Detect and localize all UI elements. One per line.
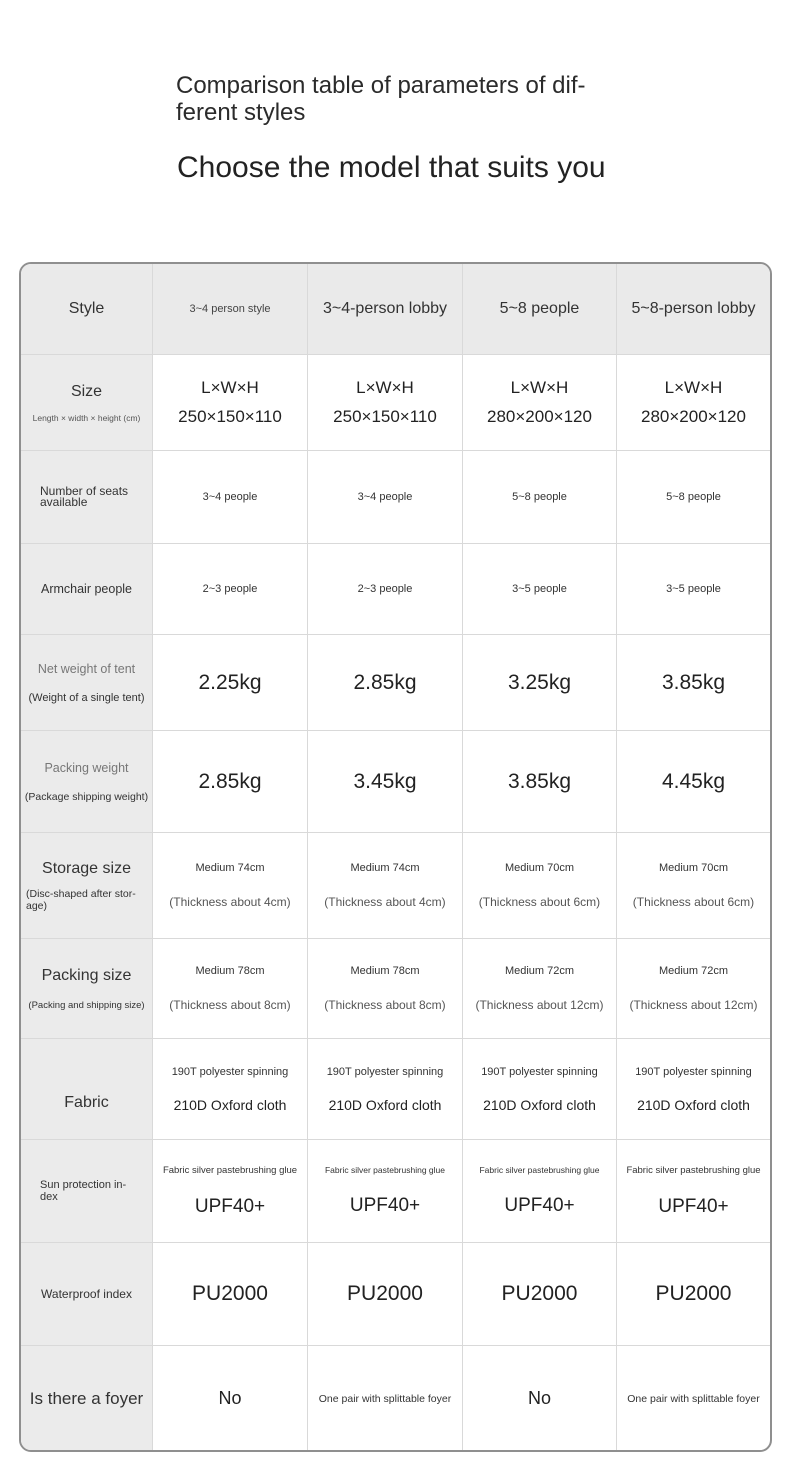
fabric-cell-4: 190T polyester spinning 210D Oxford cloth bbox=[617, 1039, 770, 1140]
row-label-fabric: Fabric bbox=[21, 1039, 153, 1140]
packing-weight-cell-4: 4.45kg bbox=[617, 731, 770, 833]
size-cell-3: L×W×H 280×200×120 bbox=[463, 355, 617, 451]
sun-cell-1: Fabric silver pastebrushing glue UPF40+ bbox=[153, 1140, 308, 1243]
page-subtitle: Choose the model that suits you bbox=[177, 151, 606, 184]
storage-cell-4: Medium 70cm (Thickness about 6cm) bbox=[617, 833, 770, 939]
packing-weight-cell-1: 2.85kg bbox=[153, 731, 308, 833]
net-weight-cell-4: 3.85kg bbox=[617, 635, 770, 731]
size-cell-2: L×W×H 250×150×110 bbox=[308, 355, 463, 451]
foyer-cell-4: One pair with splittable foyer bbox=[627, 1392, 760, 1405]
row-label-packing-size: Packing size (Packing and shipping size) bbox=[21, 939, 153, 1039]
packing-size-cell-4: Medium 72cm (Thickness about 12cm) bbox=[617, 939, 770, 1039]
style-header-1: 3~4 person style bbox=[153, 264, 308, 355]
armchair-cell-4: 3~5 people bbox=[617, 544, 770, 635]
style-header-3: 5~8 people bbox=[463, 264, 617, 355]
storage-cell-3: Medium 70cm (Thickness about 6cm) bbox=[463, 833, 617, 939]
seats-cell-3: 5~8 people bbox=[463, 451, 617, 544]
seats-cell-4: 5~8 people bbox=[617, 451, 770, 544]
fabric-cell-2: 190T polyester spinning 210D Oxford cloth bbox=[308, 1039, 463, 1140]
page-title: Comparison table of parameters of dif- ferent styles bbox=[176, 72, 586, 126]
fabric-cell-1: 190T polyester spinning 210D Oxford cloth bbox=[153, 1039, 308, 1140]
row-label-waterproof: Waterproof index bbox=[21, 1243, 153, 1346]
storage-cell-2: Medium 74cm (Thickness about 4cm) bbox=[308, 833, 463, 939]
sun-cell-2: Fabric silver pastebrushing glue UPF40+ bbox=[308, 1140, 463, 1243]
storage-cell-1: Medium 74cm (Thickness about 4cm) bbox=[153, 833, 308, 939]
waterproof-cell-3: PU2000 bbox=[463, 1243, 617, 1346]
sun-cell-3: Fabric silver pastebrushing glue UPF40+ bbox=[463, 1140, 617, 1243]
row-label-net-weight: Net weight of tent (Weight of a single tent) bbox=[21, 635, 153, 731]
packing-size-cell-1: Medium 78cm (Thickness about 8cm) bbox=[153, 939, 308, 1039]
packing-size-cell-3: Medium 72cm (Thickness about 12cm) bbox=[463, 939, 617, 1039]
waterproof-cell-4: PU2000 bbox=[617, 1243, 770, 1346]
packing-size-cell-2: Medium 78cm (Thickness about 8cm) bbox=[308, 939, 463, 1039]
fabric-cell-3: 190T polyester spinning 210D Oxford cloth bbox=[463, 1039, 617, 1140]
row-label-armchair: Armchair people bbox=[21, 544, 153, 635]
row-label-style bbox=[21, 264, 153, 355]
row-label-storage-size: Storage size (Disc-shaped after stor- age) bbox=[21, 833, 153, 939]
size-cell-1: L×W×H 250×150×110 bbox=[153, 355, 308, 451]
row-label-foyer: Is there a foyer bbox=[21, 1346, 153, 1451]
armchair-cell-3: 3~5 people bbox=[463, 544, 617, 635]
waterproof-cell-2: PU2000 bbox=[308, 1243, 463, 1346]
seats-cell-1: 3~4 people bbox=[153, 451, 308, 544]
packing-weight-cell-2: 3.45kg bbox=[308, 731, 463, 833]
row-label-size: Size Length × width × height (cm) bbox=[21, 355, 153, 451]
row-label-seats: Number of seats available bbox=[21, 451, 153, 544]
size-cell-4: L×W×H 280×200×120 bbox=[617, 355, 770, 451]
packing-weight-cell-3: 3.85kg bbox=[463, 731, 617, 833]
net-weight-cell-3: 3.25kg bbox=[463, 635, 617, 731]
comparison-table bbox=[19, 262, 772, 1452]
armchair-cell-1: 2~3 people bbox=[153, 544, 308, 635]
style-header-2: 3~4-person lobby bbox=[308, 264, 463, 355]
foyer-cell-3: No bbox=[463, 1346, 617, 1451]
foyer-cell-1: No bbox=[153, 1346, 308, 1451]
armchair-cell-2: 2~3 people bbox=[308, 544, 463, 635]
seats-cell-2: 3~4 people bbox=[308, 451, 463, 544]
sun-cell-4: Fabric silver pastebrushing glue UPF40+ bbox=[617, 1140, 770, 1243]
net-weight-cell-1: 2.25kg bbox=[153, 635, 308, 731]
foyer-cell-2: One pair with splittable foyer bbox=[308, 1346, 463, 1451]
row-label-sun-protection: Sun protection in- dex bbox=[21, 1140, 153, 1243]
net-weight-cell-2: 2.85kg bbox=[308, 635, 463, 731]
style-header-4: 5~8-person lobby bbox=[617, 264, 770, 355]
style-label: Style bbox=[68, 300, 105, 317]
row-label-packing-weight: Packing weight (Package shipping weight) bbox=[21, 731, 153, 833]
waterproof-cell-1: PU2000 bbox=[153, 1243, 308, 1346]
